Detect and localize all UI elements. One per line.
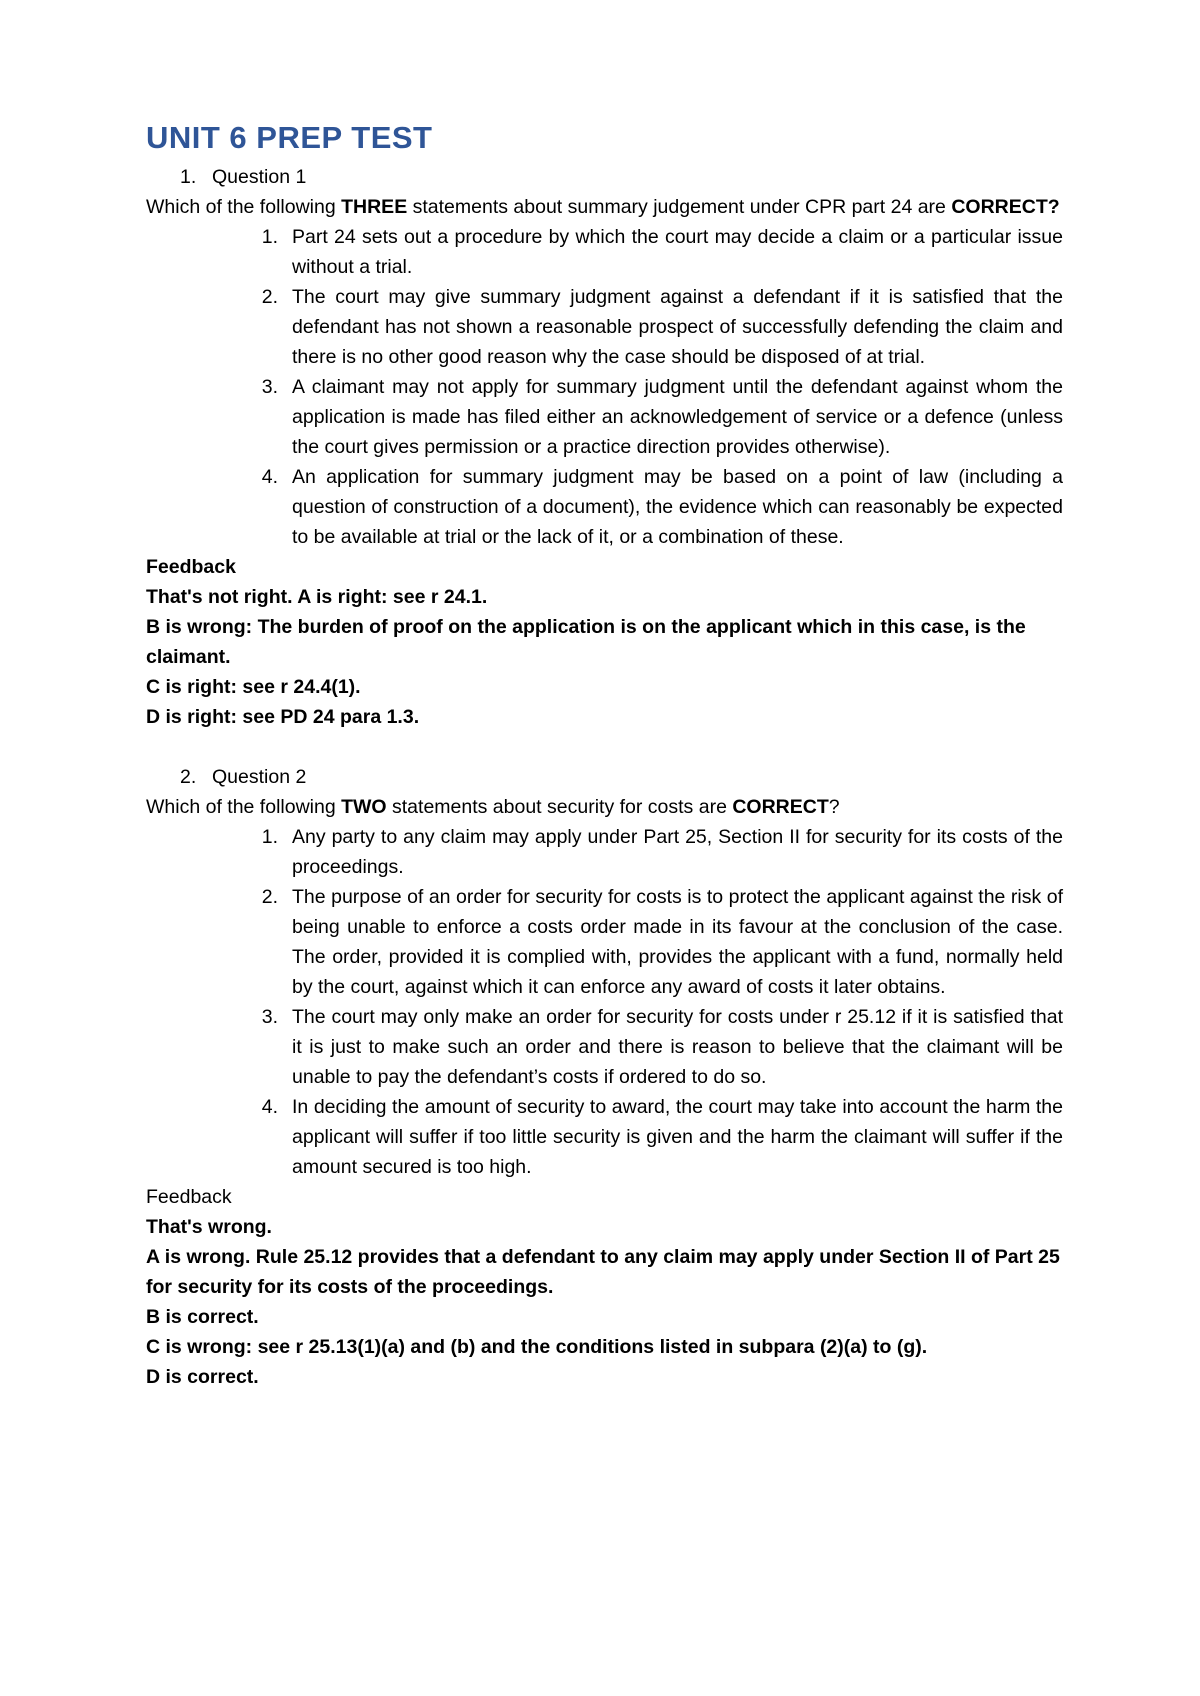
question-stem	[146, 792, 1063, 822]
option-number: 3.	[261, 1006, 278, 1028]
spacer	[146, 732, 1063, 762]
option-text: The court may give summary judgment against a defendant if it is satisfied that the defendant has not shown a reasonable prospect of successfully defending the claim and there is no other good reason why the case should be disposed of at trial.	[292, 286, 1063, 368]
option-number: 2.	[261, 886, 278, 908]
question-heading-text: Question 1	[212, 166, 307, 188]
option-number: 2.	[261, 286, 278, 308]
question-heading	[146, 162, 1063, 192]
options-list	[146, 822, 1063, 1182]
question-1	[146, 162, 1063, 732]
feedback-line: B is correct.	[146, 1306, 259, 1328]
option-item	[146, 882, 1063, 1002]
question-heading-text: Question 2	[212, 766, 307, 788]
option-text: Part 24 sets out a procedure by which the court may decide a claim or a particular issue without a trial.	[292, 226, 1063, 278]
feedback-line: D is correct.	[146, 1366, 259, 1388]
option-item	[146, 282, 1063, 372]
feedback-line: That's not right. A is right: see r 24.1.	[146, 586, 488, 608]
feedback-line: B is wrong: The burden of proof on the application is on the applicant which in this case, is the claimant.	[146, 616, 1026, 668]
stem-text: Which of the following	[146, 196, 342, 218]
feedback-line: A is wrong. Rule 25.12 provides that a defendant to any claim may apply under Section II of Part 25 for security for its costs of the proceedings.	[146, 1246, 1060, 1298]
option-text: In deciding the amount of security to award, the court may take into account the harm the applicant will suffer if too little security is given and the harm the claimant will suffer if the amount secured is too high.	[292, 1096, 1063, 1178]
option-text: The court may only make an order for security for costs under r 25.12 if it is satisfied that it is just to make such an order and there is reason to believe that the claimant will be unable to pay the defendant’s costs if ordered to do so.	[292, 1006, 1063, 1088]
feedback-label: Feedback	[146, 556, 236, 578]
feedback-label: Feedback	[146, 1186, 232, 1208]
option-item	[146, 222, 1063, 282]
option-text: Any party to any claim may apply under Part 25, Section II for security for its costs of the proceedings.	[292, 826, 1063, 878]
option-number: 1.	[261, 226, 278, 248]
option-text: An application for summary judgment may be based on a point of law (including a question of construction of a document), the evidence which can reasonably be expected to be available at trial or the lack of it, or a combination of these.	[292, 466, 1063, 548]
option-item	[146, 372, 1063, 462]
feedback-line: D is right: see PD 24 para 1.3.	[146, 706, 420, 728]
option-item	[146, 822, 1063, 882]
stem-text: statements about security for costs are	[386, 796, 733, 818]
question-2	[146, 762, 1063, 1392]
stem-text: Which of the following	[146, 796, 342, 818]
stem-emphasis: CORRECT	[732, 796, 829, 818]
stem-emphasis: TWO	[341, 796, 387, 818]
option-item	[146, 462, 1063, 552]
stem-text: ?	[828, 796, 840, 818]
stem-text: statements about summary judgement under CPR part 24 are	[407, 196, 952, 218]
option-item	[146, 1092, 1063, 1182]
options-list	[146, 222, 1063, 552]
feedback-line: That's wrong.	[146, 1216, 272, 1238]
option-number: 1.	[261, 826, 278, 848]
option-item	[146, 1002, 1063, 1092]
question-number: 1.	[180, 166, 197, 188]
option-number: 3.	[261, 376, 278, 398]
stem-emphasis: THREE	[341, 196, 408, 218]
document-page	[146, 118, 1063, 1392]
question-stem	[146, 192, 1063, 222]
page-title: UNIT 6 PREP TEST	[146, 120, 433, 155]
option-text: The purpose of an order for security for costs is to protect the applicant against the risk of being unable to enforce a costs order made in its favour at the conclusion of the case. The order, provided it is complied with, provides the applicant with a fund, normally held by the court, against which it can enforce any award of costs it later obtains.	[292, 886, 1063, 998]
feedback-line: C is right: see r 24.4(1).	[146, 676, 361, 698]
option-text: A claimant may not apply for summary judgment until the defendant against whom the application is made has filed either an acknowledgement of service or a defence (unless the court gives permission or a practice direction provides otherwise).	[292, 376, 1063, 458]
feedback-line: C is wrong: see r 25.13(1)(a) and (b) and the conditions listed in subpara (2)(a) to (g).	[146, 1336, 928, 1358]
stem-emphasis: CORRECT?	[951, 196, 1060, 218]
option-number: 4.	[261, 466, 278, 488]
question-number: 2.	[180, 766, 197, 788]
option-number: 4.	[261, 1096, 278, 1118]
question-heading	[146, 762, 1063, 792]
